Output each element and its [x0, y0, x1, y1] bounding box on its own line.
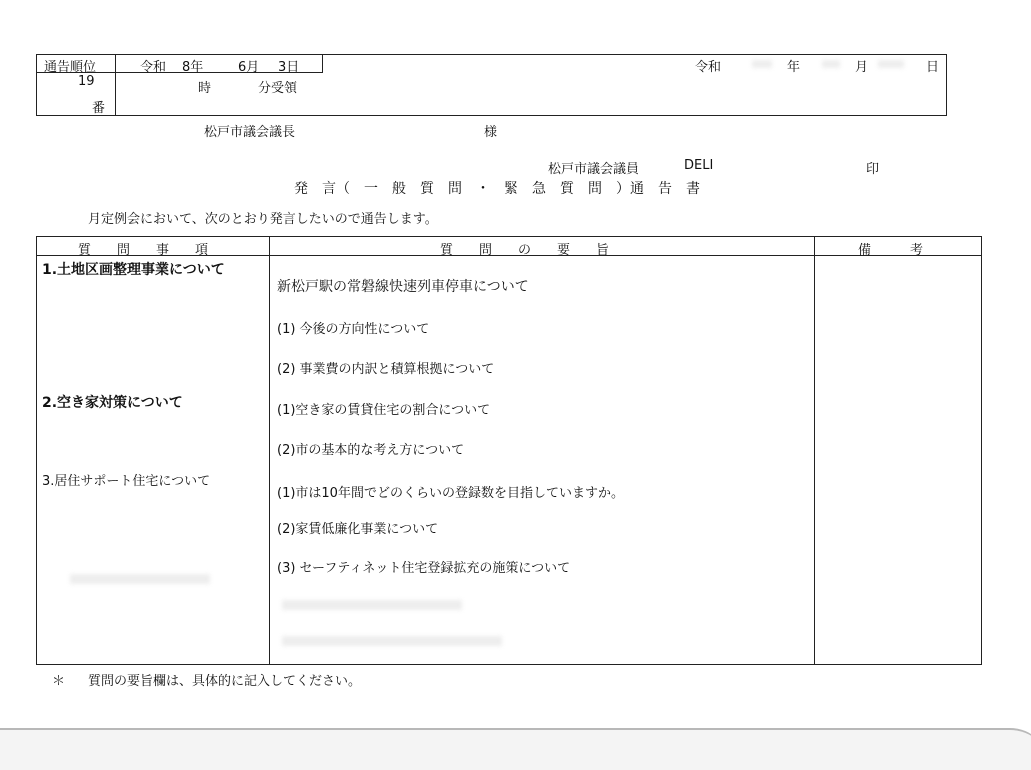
sender-name: DELI — [684, 158, 714, 173]
addressee-honorific: 様 — [484, 125, 498, 140]
time-received: 分受領 — [258, 81, 298, 96]
summary-line: (1) 今後の方向性について — [277, 322, 430, 337]
date-era: 令和 — [140, 60, 167, 75]
page-corner — [0, 728, 1031, 770]
order-label: 通告順位 — [44, 60, 97, 75]
order-number: 19 — [78, 74, 95, 89]
topic-item: 3.居住サポート住宅について — [42, 474, 211, 489]
summary-line: (1)空き家の賃貸住宅の割合について — [277, 403, 491, 418]
document-title: 発 言（ 一 般 質 問 ・ 緊 急 質 問 ）通 告 書 — [294, 181, 700, 197]
summary-line: (2)市の基本的な考え方について — [277, 443, 465, 458]
summary-line: (1)市は10年間でどのくらいの登録数を目指していますか。 — [277, 486, 624, 501]
date-month: 6月 — [238, 60, 260, 75]
addressee-name: 松戸市議会議長 — [204, 125, 296, 140]
redaction-mark — [822, 60, 840, 68]
topic-item: 1.土地区画整理事業について — [42, 262, 225, 278]
footnote-mark: ＊ — [52, 674, 66, 689]
right-day: 日 — [926, 60, 940, 75]
summary-line: (2)家賃低廉化事業について — [277, 522, 439, 537]
summary-line: 新松戸駅の常磐線快速列車停車について — [277, 279, 529, 295]
redaction-mark — [70, 574, 210, 584]
summary-line: (3) セーフティネット住宅登録拡充の施策について — [277, 561, 571, 576]
header-summary: 質 問 の 要 旨 — [440, 243, 610, 258]
right-era: 令和 — [695, 60, 722, 75]
footnote-text: 質問の要旨欄は、具体的に記入してください。 — [88, 674, 362, 689]
intro-text: 月定例会において、次のとおり発言したいので通告します。 — [88, 212, 438, 227]
date-day: 3日 — [278, 60, 300, 75]
seal-mark: 印 — [866, 162, 880, 177]
header-remarks: 備 考 — [858, 243, 924, 258]
date-year: 8年 — [182, 60, 204, 75]
sender-title: 松戸市議会議員 — [548, 162, 640, 177]
redaction-mark — [752, 60, 772, 68]
time-hour: 時 — [198, 81, 212, 96]
summary-line: (2) 事業費の内訳と積算根拠について — [277, 362, 495, 377]
redaction-mark — [282, 600, 462, 610]
redaction-mark — [282, 636, 502, 646]
header-items: 質 問 事 項 — [78, 243, 209, 258]
right-year: 年 — [787, 60, 801, 75]
order-unit: 番 — [92, 101, 106, 116]
topic-item: 2.空き家対策について — [42, 395, 183, 411]
redaction-mark — [878, 60, 904, 68]
right-month: 月 — [855, 60, 869, 75]
